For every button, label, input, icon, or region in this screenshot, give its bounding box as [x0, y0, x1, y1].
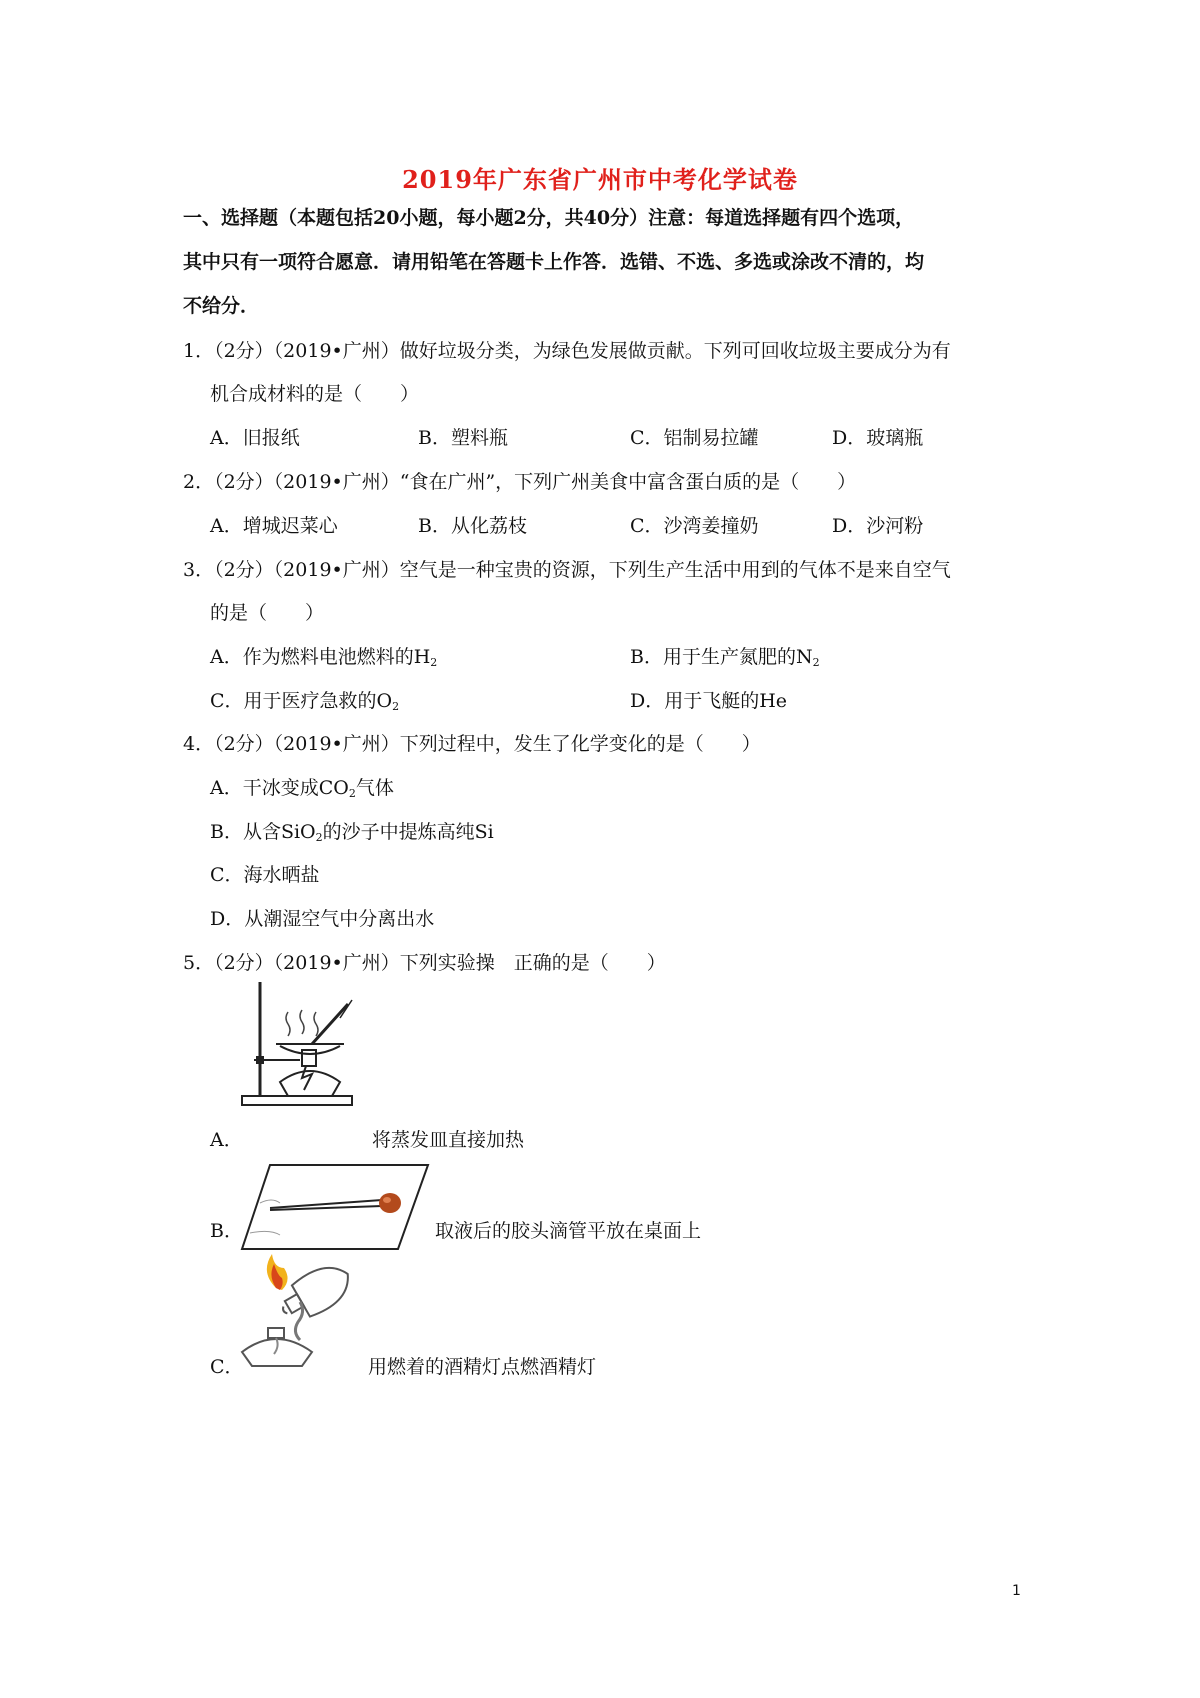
q4-option-d: D．从潮湿空气中分离出水 [210, 908, 435, 930]
q5-option-a-label: A． [210, 1129, 243, 1151]
q5-option-c-label: C． [210, 1356, 244, 1378]
q2-stem: 2．（2分）（2019•广州）“食在广州”，下列广州美食中富含蛋白质的是（ ） [183, 471, 857, 493]
section-instructions-line-3: 不给分． [183, 295, 260, 317]
q5-option-c-caption: 用燃着的酒精灯点燃酒精灯 [368, 1356, 597, 1378]
q2-option-c: C．沙湾姜撞奶 [630, 515, 759, 537]
q3-stem-line-1: 3．（2分）（2019•广州）空气是一种宝贵的资源，下列生产生活中用到的气体不是来自空气 [183, 559, 951, 581]
q5-option-a-caption: 将蒸发皿直接加热 [372, 1129, 525, 1151]
q2-option-a: A．增城迟菜心 [210, 515, 338, 537]
q1-option-c: C．铝制易拉罐 [630, 427, 759, 449]
q4-stem: 4．（2分）（2019•广州）下列过程中，发生了化学变化的是（ ） [183, 733, 761, 755]
q1-option-b: B．塑料瓶 [418, 427, 508, 449]
q4-option-a: A．干冰变成$CO_2$气体 [210, 777, 394, 800]
q5-stem: 5．（2分）（2019•广州）下列实验操 正确的是（ ） [183, 952, 666, 974]
q1-option-a: A．旧报纸 [210, 427, 300, 449]
q3-option-a: A．作为燃料电池燃料的$H_2$ [210, 646, 438, 669]
section-instructions-line-1: 一、选择题（本题包括20小题，每小题2分，共40分）注意：每道选择题有四个选项， [183, 207, 915, 229]
dropper-on-table-figure [240, 1163, 430, 1251]
q2-option-b: B．从化荔枝 [418, 515, 527, 537]
exam-title: 2019年广东省广州市中考化学试卷 [402, 165, 798, 194]
q4-option-c: C．海水晒盐 [210, 864, 320, 886]
evaporating-dish-heating-figure [240, 978, 365, 1110]
q4-option-b: B．从含SiO$_2$的沙子中提炼高纯Si [210, 821, 494, 844]
page-number: 1 [1012, 1583, 1021, 1599]
q1-option-d: D．玻璃瓶 [832, 427, 924, 449]
q3-stem-line-2: 的是（ ） [210, 602, 325, 624]
q1-stem-line-1: 1．（2分）（2019•广州）做好垃圾分类，为绿色发展做贡献。下列可回收垃圾主要成分为有 [183, 340, 951, 362]
q2-option-d: D．沙河粉 [832, 515, 924, 537]
section-instructions-line-2: 其中只有一项符合愿意．请用铅笔在答题卡上作答．选错、不选、多选或涂改不清的，均 [183, 251, 925, 273]
q3-option-c: C．用于医疗急救的$O_2$ [210, 690, 400, 713]
lamp-lighting-lamp-figure [240, 1250, 370, 1372]
q5-option-b-caption: 取液后的胶头滴管平放在桌面上 [435, 1220, 702, 1242]
q1-stem-line-2: 机合成材料的是（ ） [210, 383, 420, 405]
q3-option-b: B．用于生产氮肥的$N_2$ [630, 646, 820, 669]
q5-option-b-label: B． [210, 1220, 243, 1242]
q3-option-d: D．用于飞艇的He [630, 690, 788, 712]
